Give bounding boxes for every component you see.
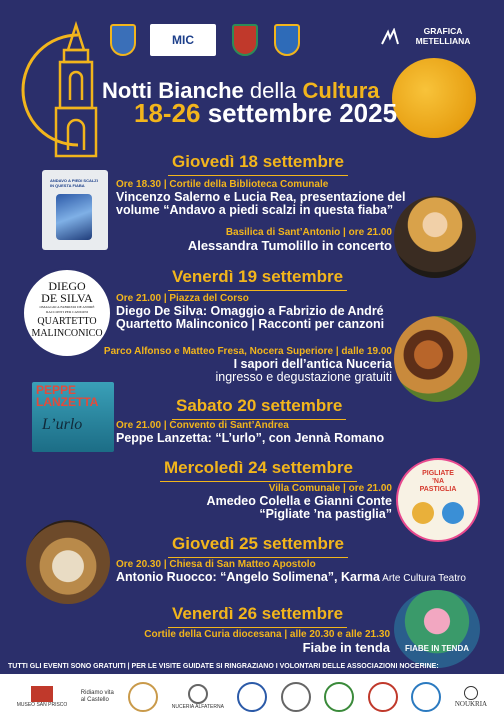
moon: [392, 58, 476, 138]
event-2-line1: Alessandra Tumolillo in concerto: [187, 238, 392, 253]
photo-church-interior: [26, 520, 110, 604]
event-4: [104, 345, 392, 384]
ridiamo-label: Ridiamo vita al Castello: [80, 690, 114, 703]
event-4-line1: I sapori dell’antica Nuceria: [233, 357, 392, 371]
dates-gold: 18-26: [134, 98, 201, 128]
association-logo-3: [281, 682, 311, 712]
title-part3: Cultura: [302, 78, 380, 103]
pigliate1: PIGLIATE: [422, 470, 454, 477]
municipal-crest-icon: [108, 20, 138, 60]
event-2: [188, 226, 392, 252]
peppe1: PEPPE: [36, 383, 77, 397]
event-dates: [134, 98, 397, 129]
peppe2: LANZETTA: [36, 395, 99, 409]
book-cover-lanzetta: [32, 382, 114, 452]
grafica-metelliana-icon: [380, 28, 400, 46]
diego-name2: DE SILVA: [41, 291, 93, 305]
event-6-line2: “Pigliate ’na pastiglia”: [259, 507, 392, 521]
title-part1: Notti Bianche: [102, 78, 250, 103]
event-1-line1: Vincenzo Salerno e Lucia Rea, presentazione del: [116, 190, 406, 204]
dates-white: settembre 2025: [200, 98, 398, 128]
association-logo-5: [368, 682, 398, 712]
event-8-meta: Cortile della Curia diocesana | alle 20.30 e alle 21.30: [144, 629, 390, 640]
event-3: [116, 292, 384, 331]
event-5: [116, 419, 384, 445]
diego-sub: OMAGGIO A FABRIZIO DE ANDRÉ RACCONTI PER CANZONI: [39, 305, 95, 314]
event-6-line1: Amedeo Colella e Gianni Conte: [206, 494, 392, 508]
nuceria-icon: [188, 684, 208, 704]
grafica-metelliana-label: GRAFICA METELLIANA: [415, 26, 471, 46]
association-logo-6: [411, 682, 441, 712]
diego-de-silva-badge: [22, 268, 112, 358]
diego-q2: MALINCONICO: [31, 328, 103, 339]
book-cover-salerno: [42, 170, 108, 250]
book-cover-title: ANDAVO A PIEDI SCALZI IN QUESTA FIABA: [50, 178, 98, 188]
pigliate3: PASTIGLIA: [419, 486, 457, 493]
event-6-meta: Villa Comunale | ore 21.00: [268, 483, 392, 494]
fiabe-label: FIABE IN TENDA: [405, 644, 469, 653]
event-4-meta: Parco Alfonso e Matteo Fresa, Nocera Superiore | dalle 19.00: [103, 346, 392, 357]
association-logo-1: [128, 682, 158, 712]
nocera-crest-icon: [230, 20, 260, 60]
event-3-line2: Quartetto Malinconico | Racconti per canzoni: [116, 317, 385, 331]
event-7-line1: Antonio Ruocco: “Angelo Solimena”, Karma: [116, 570, 380, 584]
photo-tumolillo: [394, 196, 476, 278]
noukria-logo: [455, 686, 487, 708]
museo-icon: [31, 686, 53, 702]
nuceria-logo: [172, 684, 224, 710]
footer-logos: [0, 674, 504, 720]
event-3-line1: Diego De Silva: Omaggio a Fabrizio de André: [116, 304, 384, 318]
urlo: L’urlo: [42, 416, 83, 433]
event-3-meta: Ore 21.00 | Piazza del Corso: [116, 293, 249, 304]
noukria-label: NOUKRIA: [454, 700, 488, 708]
fiabe-in-tenda-badge: [394, 590, 480, 668]
day-heading-4: Mercoledì 24 settembre: [164, 458, 353, 477]
footer-note: TUTTI GLI EVENTI SONO GRATUITI | PER LE VISITE GUIDATE SI RINGRAZIANO I VOLONTARI DELLE ASSOCIAZIONI NOCERINE:: [8, 663, 439, 670]
mic-logo: [150, 24, 216, 56]
day-heading-3: Sabato 20 settembre: [176, 396, 343, 415]
event-1: [116, 178, 405, 217]
event-5-meta: Ore 21.00 | Convento di Sant’Andrea: [116, 420, 289, 431]
event-8-line1: Fiabe in tenda: [302, 640, 390, 655]
event-7: [116, 558, 466, 585]
day-heading-1: Giovedì 18 settembre: [172, 152, 344, 171]
diego-name1: DIEGO: [48, 279, 86, 293]
title-part2: della: [249, 78, 303, 103]
event-1-line2: volume “Andavo a piedi scalzi in questa fiaba”: [116, 203, 394, 217]
photo-food-wine: [394, 316, 480, 402]
event-2-meta: Basilica di Sant’Antonio | ore 21.00: [225, 227, 392, 238]
noukria-icon: [464, 686, 478, 700]
day-heading-5: Giovedì 25 settembre: [172, 534, 344, 553]
event-1-meta: Ore 18.30 | Cortile della Biblioteca Comunale: [116, 179, 329, 190]
day-heading-6: Venerdì 26 settembre: [172, 604, 344, 623]
event-8: [144, 628, 390, 654]
event-4-line2: ingresso e degustazione gratuiti: [215, 370, 392, 384]
association-logo-2: [237, 682, 267, 712]
nocera-superiore-crest-icon: [272, 20, 302, 60]
museo-label: MUSEO SAN PRISCO: [16, 702, 68, 708]
diego-q1: QUARTETTO: [37, 316, 97, 327]
nuceria-label: NUCERIA ALFATERNA: [171, 704, 224, 710]
museo-logo: [17, 686, 68, 708]
event-5-line1: Peppe Lanzetta: “L’urlo”, con Jennà Romano: [116, 431, 385, 445]
day-heading-2: Venerdì 19 settembre: [172, 267, 344, 286]
pigliate2: ’NA: [431, 478, 445, 485]
event-7-extra: Arte Cultura Teatro: [379, 573, 466, 584]
pigliate-badge: [396, 458, 480, 542]
event-7-meta: Ore 20.30 | Chiesa di San Matteo Apostolo: [116, 559, 316, 570]
mic-label: MIC: [172, 33, 194, 47]
event-6: [207, 482, 392, 521]
association-logo-4: [324, 682, 354, 712]
